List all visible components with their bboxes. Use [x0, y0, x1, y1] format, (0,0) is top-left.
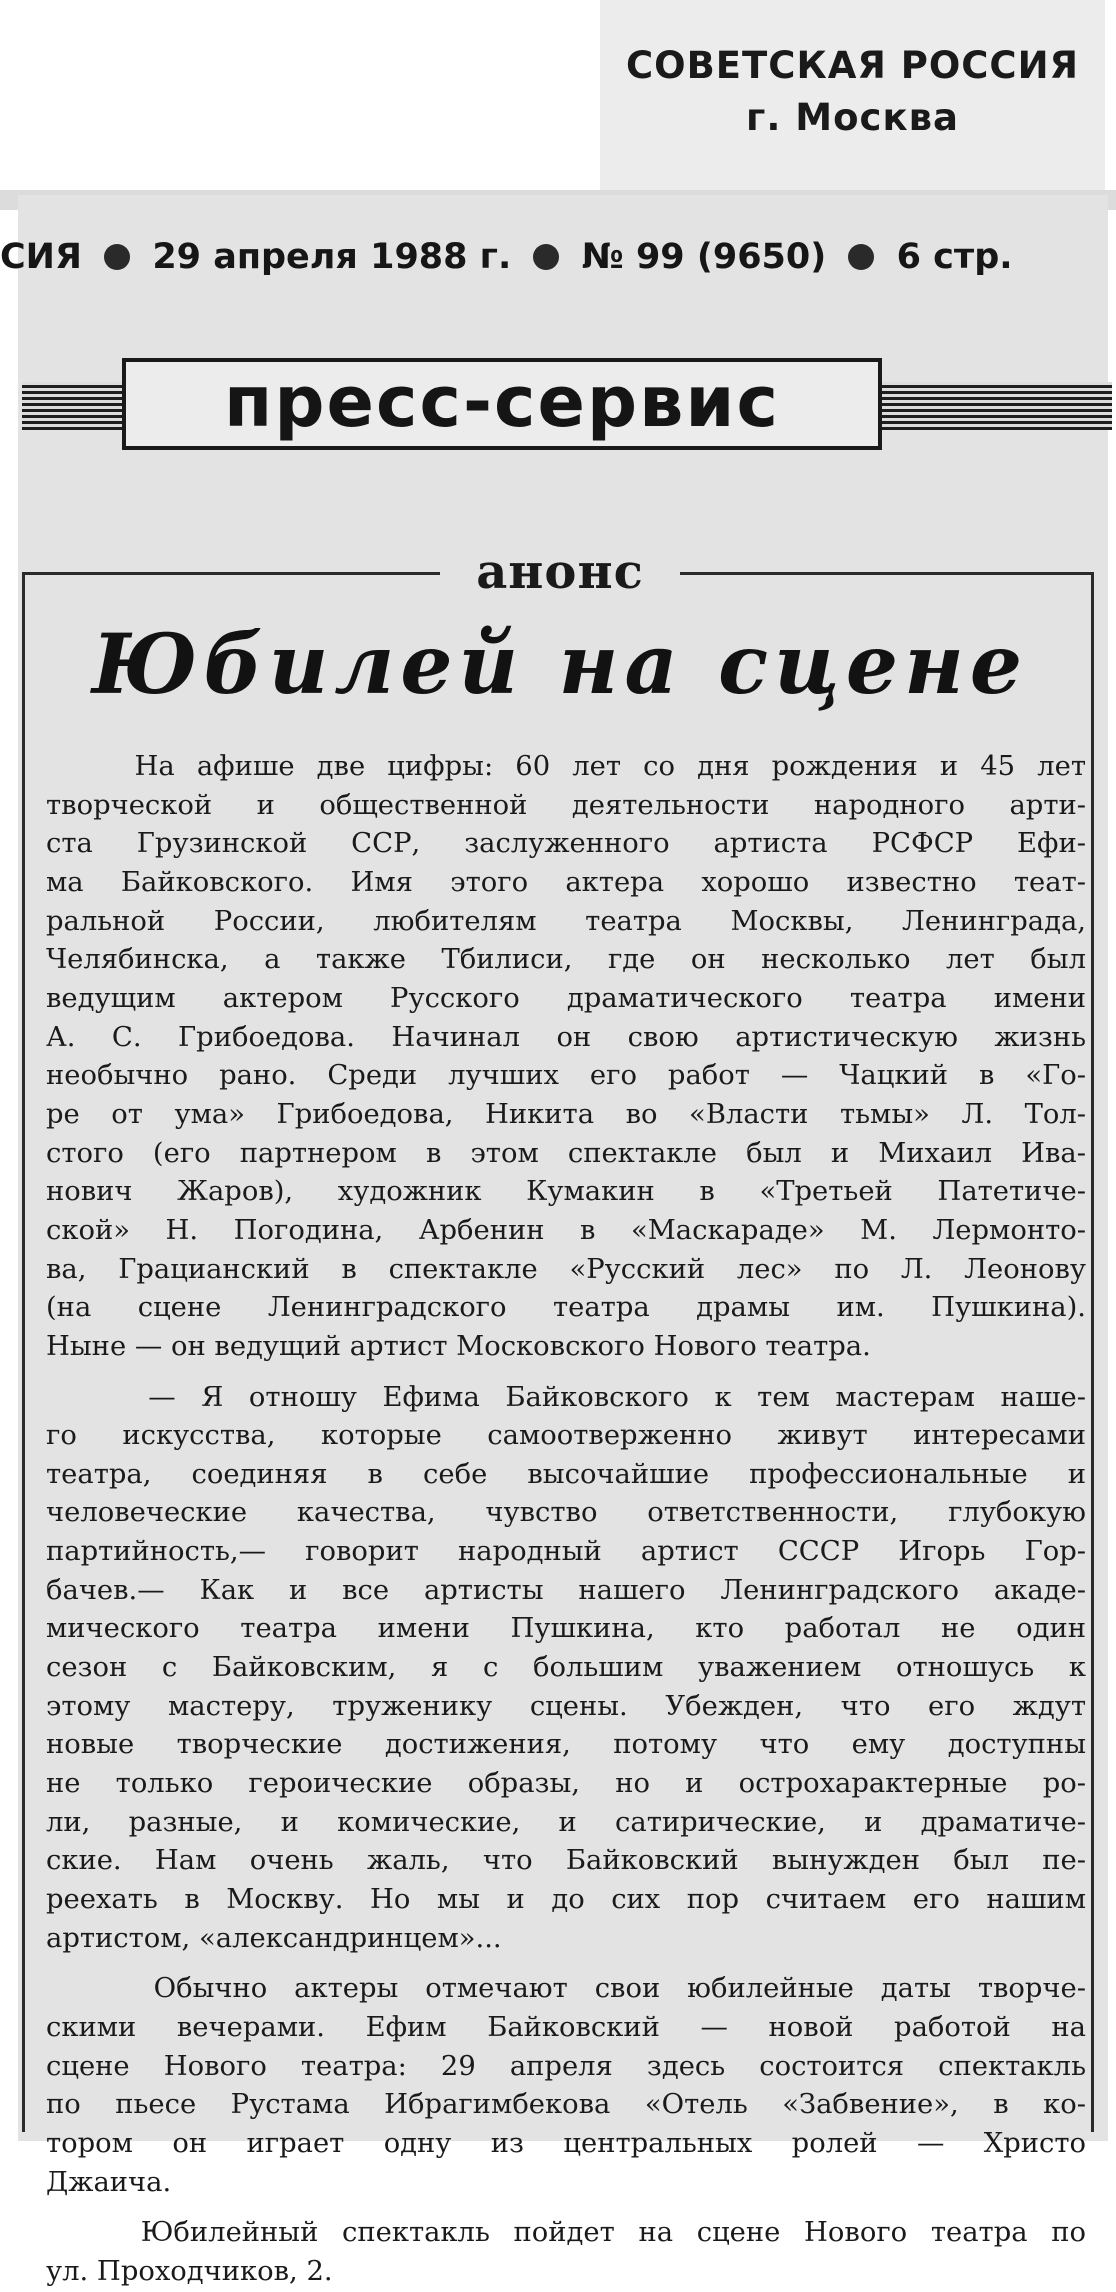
bullet-dot-icon — [848, 244, 874, 270]
paragraph-gap — [46, 1367, 1086, 1379]
article-kicker: анонс — [440, 540, 680, 604]
article-line: стого (его партнером в этом спектакле был и Михаил Ива- — [46, 1137, 1086, 1169]
stamp-city: г. Москва — [746, 96, 959, 139]
article-line: сцене Нового театра: 29 апреля здесь состоится спектакль — [46, 2050, 1086, 2082]
article-line: Ныне — он ведущий артист Московского Нового театра. — [46, 1330, 871, 1362]
article-line: го искусства, которые самоотверженно живут интересами — [46, 1420, 1086, 1452]
article-line: театра, соединяя в себе высочайшие профессиональные и — [46, 1458, 1086, 1490]
rubric-banner — [22, 352, 1112, 454]
article-line: артистом, «александринцем»... — [46, 1922, 502, 1954]
article-line: ре от ума» Грибоедова, Никита во «Власти тьмы» Л. Тол- — [46, 1098, 1086, 1130]
article-line: Обычно актеры отмечают свои юбилейные даты творче- — [46, 1973, 1086, 2005]
article-line: необычно рано. Среди лучших его работ — Чацкий в «Го- — [46, 1060, 1086, 1092]
article-line: А. С. Грибоедова. Начинал он свою артистическую жизнь — [46, 1021, 1086, 1053]
article-line: партийность,— говорит народный артист СССР Игорь Гор- — [46, 1536, 1086, 1568]
article-line: скими вечерами. Ефим Байковский — новой работой на — [46, 2012, 1086, 2043]
article-line: реехать в Москву. Но мы и до сих пор считаем его нашим — [46, 1884, 1086, 1916]
article-line: ул. Проходчиков, 2. — [46, 2255, 333, 2287]
dateline-date: 29 апреля 1988 г. — [152, 237, 512, 277]
article-line: творческой и общественной деятельности народного арти- — [46, 789, 1086, 821]
paragraph-gap — [46, 1958, 1086, 1970]
article-line: сезон с Байковским, я с большим уважением отношусь к — [46, 1652, 1086, 1684]
paragraph-gap — [46, 2202, 1086, 2214]
article-line: мического театра имени Пушкина, кто работал не один — [46, 1613, 1086, 1645]
article-line: тором он играет одну из центральных ролей — Христо — [46, 2127, 1086, 2159]
newspaper-stamp — [600, 40, 1105, 144]
article-line: ва, Грацианский в спектакле «Русский лес» по Л. Леонову — [46, 1253, 1086, 1285]
article-line: ста Грузинской ССР, заслуженного артиста РСФСР Ефи- — [46, 828, 1086, 860]
article-line: На афише две цифры: 60 лет со дня рождения и 45 лет — [46, 751, 1086, 782]
article-line: нович Жаров), художник Кумакин в «Третьей Патетиче- — [46, 1176, 1086, 1208]
article-line: ведущим актером Русского драматического театра имени — [46, 982, 1086, 1014]
article-line: ма Байковского. Имя этого актера хорошо известно теат- — [46, 866, 1086, 898]
article-line: ральной России, любителям театра Москвы, Ленинграда, — [46, 905, 1086, 937]
article-body — [46, 748, 1086, 2292]
bullet-dot-icon — [533, 244, 559, 270]
article-line: человеческие качества, чувство ответственности, глубокую — [46, 1497, 1086, 1529]
article-line: не только героические образы, но и острохарактерные ро- — [46, 1768, 1086, 1800]
article-line: Челябинска, а также Тбилиси, где он несколько лет был — [46, 944, 1086, 976]
rubric-title: пресс-сервис — [224, 361, 780, 443]
article-headline: Юбилей на сцене — [91, 617, 1029, 713]
article-line: ские. Нам очень жаль, что Байковский вынужден был пе- — [46, 1845, 1086, 1877]
article-line: Джаича. — [46, 2166, 172, 2198]
dateline-paper-name: СИЯ — [0, 237, 82, 277]
stamp-newspaper-name: СОВЕТСКАЯ РОССИЯ — [625, 44, 1080, 87]
article-line: Юбилейный спектакль пойдет на сцене Нового театра по — [46, 2217, 1086, 2249]
article-line: ской» Н. Погодина, Арбенин в «Маскараде» М. Лермонто- — [46, 1214, 1086, 1246]
article-line: (на сцене Ленинградского театра драмы им. Пушкина). — [46, 1292, 1086, 1324]
dateline-page: 6 стр. — [896, 237, 1013, 277]
article-line: этому мастеру, труженику сцены. Убежден, что его ждут — [46, 1690, 1086, 1722]
article-line: по пьесе Рустама Ибрагимбекова «Отель «Забвение», в ко- — [46, 2089, 1086, 2121]
article-line: ли, разные, и комические, и сатирические, и драматиче- — [46, 1806, 1086, 1838]
article-line: новые творческие достижения, потому что ему доступны — [46, 1729, 1086, 1761]
bullet-dot-icon — [104, 244, 130, 270]
article-line: — Я отношу Ефима Байковского к тем мастерам наше- — [46, 1381, 1086, 1413]
dateline-issue: № 99 (9650) — [581, 237, 827, 277]
dateline — [0, 236, 1116, 282]
article-line: бачев.— Как и все артисты нашего Ленинградского акаде- — [46, 1574, 1086, 1606]
